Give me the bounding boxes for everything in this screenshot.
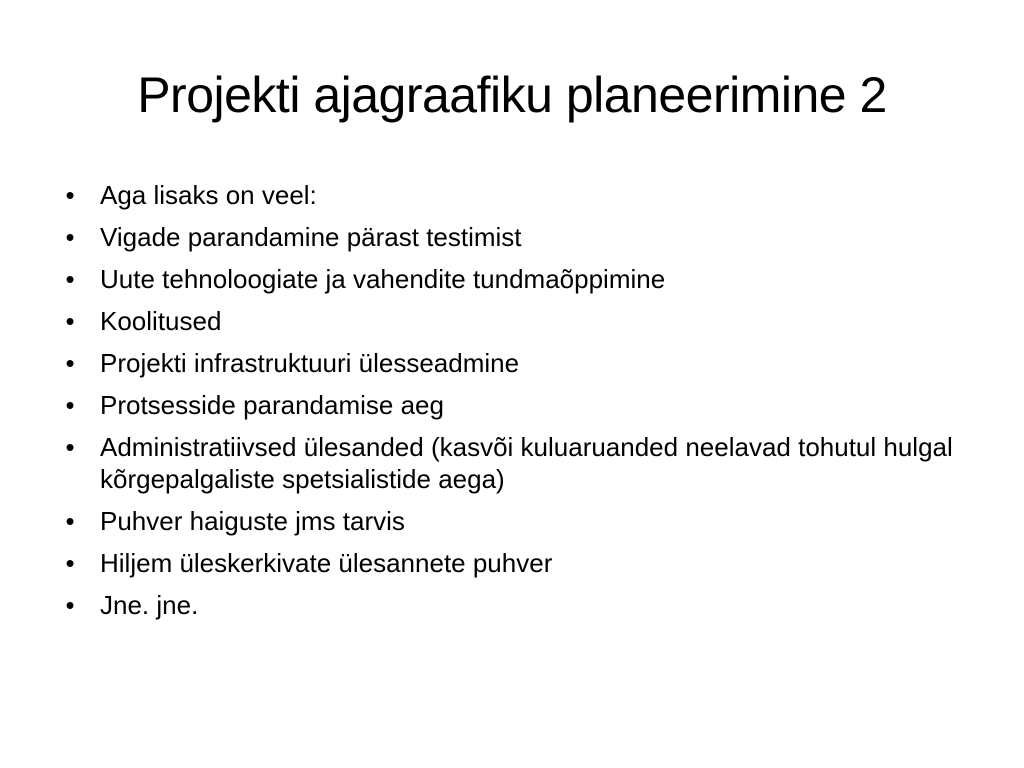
bullet-icon: • bbox=[65, 432, 75, 462]
list-item bbox=[60, 305, 980, 337]
bullet-icon: • bbox=[65, 180, 75, 210]
list-item bbox=[60, 179, 980, 211]
bullet-icon: • bbox=[65, 306, 75, 336]
list-item-text: Puhver haiguste jms tarvis bbox=[100, 506, 405, 536]
bullet-icon: • bbox=[65, 590, 75, 620]
list-item bbox=[60, 347, 980, 379]
list-item bbox=[60, 263, 980, 295]
bullet-icon: • bbox=[65, 390, 75, 420]
list-item-text: Projekti infrastruktuuri ülesseadmine bbox=[100, 348, 520, 378]
bullet-icon: • bbox=[65, 506, 75, 536]
list-item-text: Protsesside parandamise aeg bbox=[100, 390, 444, 420]
list-item bbox=[60, 221, 980, 253]
list-item-text: Vigade parandamine pärast testimist bbox=[100, 222, 522, 252]
list-item-text: Uute tehnoloogiate ja vahendite tundmaõppimine bbox=[100, 264, 666, 294]
list-item-text: Administratiivsed ülesanded (kasvõi kuluaruanded neelavad tohutul hulgal kõrgepalgaliste spetsialistide aega) bbox=[100, 432, 953, 494]
list-item-text: Koolitused bbox=[100, 306, 222, 336]
list-item bbox=[60, 505, 980, 537]
bullet-list bbox=[60, 179, 980, 631]
slide-title: Projekti ajagraafiku planeerimine 2 bbox=[137, 67, 887, 123]
bullet-icon: • bbox=[65, 222, 75, 252]
bullet-icon: • bbox=[65, 548, 75, 578]
list-item bbox=[60, 431, 980, 495]
bullet-icon: • bbox=[65, 264, 75, 294]
list-item bbox=[60, 547, 980, 579]
list-item bbox=[60, 389, 980, 421]
bullet-icon: • bbox=[65, 348, 75, 378]
list-item-text: Hiljem üleskerkivate ülesannete puhver bbox=[100, 548, 553, 578]
list-item bbox=[60, 589, 980, 621]
list-item-text: Aga lisaks on veel: bbox=[100, 180, 317, 210]
list-item-text: Jne. jne. bbox=[100, 590, 199, 620]
